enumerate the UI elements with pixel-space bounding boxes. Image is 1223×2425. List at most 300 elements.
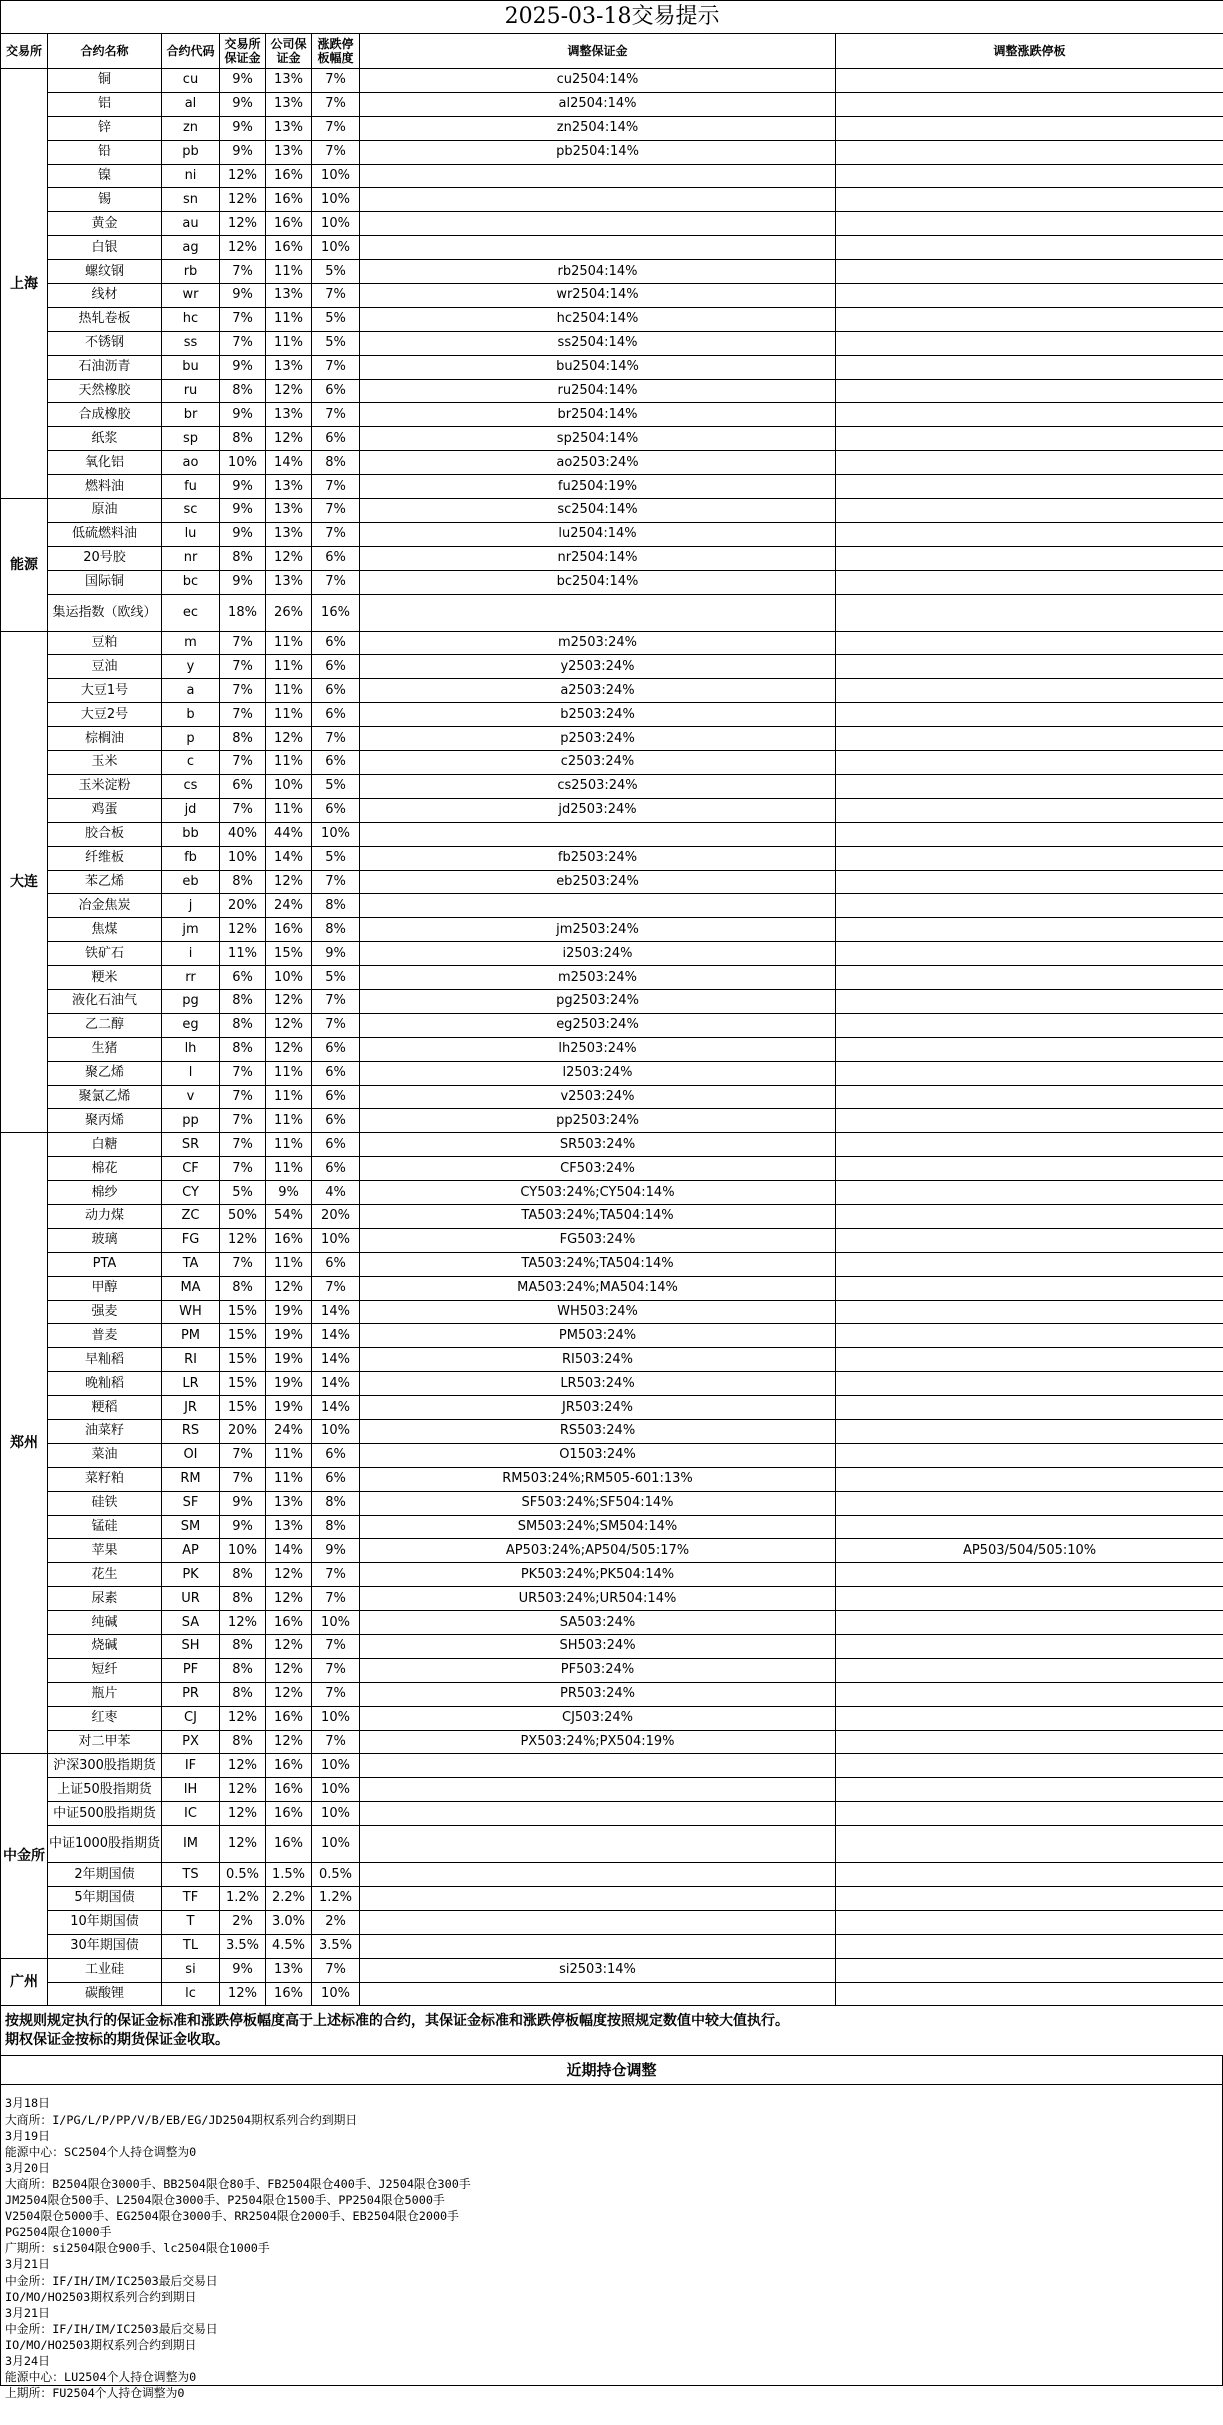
exchange-margin-cell: 7%	[220, 798, 266, 822]
exchange-margin-cell: 15%	[220, 1372, 266, 1396]
contract-code-cell: SH	[162, 1635, 220, 1659]
position-line: 中金所：IF/IH/IM/IC2503最后交易日	[5, 2273, 218, 2288]
contract-name-cell: 玉米	[48, 751, 162, 775]
adjusted-margin-cell: pg2503:24%	[360, 989, 836, 1013]
contract-code-cell: y	[162, 655, 220, 679]
exchange-margin-cell: 7%	[220, 655, 266, 679]
limit-cell: 6%	[312, 655, 360, 679]
company-margin-cell: 13%	[266, 92, 312, 116]
company-margin-cell: 11%	[266, 1085, 312, 1109]
adjusted-limit-cell	[836, 1934, 1223, 1958]
contract-code-cell: al	[162, 92, 220, 116]
company-margin-cell: 16%	[266, 1982, 312, 2006]
exchange-margin-cell: 10%	[220, 451, 266, 475]
contract-name-cell: 纯碱	[48, 1611, 162, 1635]
company-margin-cell: 4.5%	[266, 1934, 312, 1958]
contract-name-cell: 红枣	[48, 1706, 162, 1730]
table-row	[1, 1157, 1223, 1181]
contract-code-cell: FG	[162, 1228, 220, 1252]
exchange-margin-cell: 9%	[220, 1491, 266, 1515]
company-margin-cell: 16%	[266, 1754, 312, 1778]
contract-name-cell: 锌	[48, 116, 162, 140]
adjusted-limit-cell	[836, 1181, 1223, 1205]
exchange-margin-cell: 7%	[220, 751, 266, 775]
exchange-margin-cell: 6%	[220, 966, 266, 990]
exchange-cell: 广州	[1, 1958, 48, 2006]
contract-name-cell: 短纤	[48, 1658, 162, 1682]
adjusted-margin-cell: ao2503:24%	[360, 451, 836, 475]
note-line: 按规则规定执行的保证金标准和涨跌停板幅度高于上述标准的合约，其保证金标准和涨跌停板幅度按照规定数值中较大值执行。	[5, 2013, 789, 2030]
limit-cell: 10%	[312, 1611, 360, 1635]
contract-code-cell: j	[162, 894, 220, 918]
company-margin-cell: 1.5%	[266, 1863, 312, 1887]
adjusted-margin-cell: jd2503:24%	[360, 798, 836, 822]
contract-code-cell: br	[162, 403, 220, 427]
exchange-margin-cell: 8%	[220, 427, 266, 451]
company-margin-cell: 16%	[266, 1826, 312, 1863]
adjusted-limit-cell	[836, 1013, 1223, 1037]
contract-name-cell: 大豆1号	[48, 679, 162, 703]
adjusted-margin-cell	[360, 1887, 836, 1911]
exchange-margin-cell: 15%	[220, 1324, 266, 1348]
limit-cell: 7%	[312, 727, 360, 751]
contract-name-cell: 中证500股指期货	[48, 1802, 162, 1826]
table-row	[1, 1085, 1223, 1109]
contract-name-cell: 胶合板	[48, 822, 162, 846]
contract-name-cell: 聚乙烯	[48, 1061, 162, 1085]
exchange-margin-cell: 7%	[220, 1085, 266, 1109]
limit-cell: 14%	[312, 1300, 360, 1324]
table-row	[1, 1587, 1223, 1611]
table-row	[1, 1204, 1223, 1228]
contract-name-cell: 天然橡胶	[48, 379, 162, 403]
adjusted-margin-cell: c2503:24%	[360, 751, 836, 775]
adjusted-margin-cell: lu2504:14%	[360, 522, 836, 546]
adjusted-limit-cell	[836, 546, 1223, 570]
adjusted-limit-cell	[836, 1982, 1223, 2006]
exchange-margin-cell: 8%	[220, 1682, 266, 1706]
adjusted-margin-cell	[360, 1826, 836, 1863]
limit-cell: 6%	[312, 427, 360, 451]
adjusted-limit-cell	[836, 846, 1223, 870]
exchange-margin-cell: 9%	[220, 499, 266, 523]
limit-cell: 10%	[312, 1778, 360, 1802]
limit-cell: 6%	[312, 798, 360, 822]
table-row	[1, 1730, 1223, 1754]
company-margin-cell: 19%	[266, 1348, 312, 1372]
limit-cell: 14%	[312, 1324, 360, 1348]
table-row	[1, 475, 1223, 499]
contract-code-cell: UR	[162, 1587, 220, 1611]
company-margin-cell: 14%	[266, 451, 312, 475]
exchange-margin-cell: 9%	[220, 570, 266, 594]
header-contract-code: 合约代码	[162, 34, 220, 69]
adjusted-limit-cell	[836, 1682, 1223, 1706]
adjusted-margin-cell	[360, 1754, 836, 1778]
contract-name-cell: 集运指数（欧线）	[48, 594, 162, 631]
limit-cell: 7%	[312, 1958, 360, 1982]
contract-code-cell: RI	[162, 1348, 220, 1372]
contract-code-cell: RM	[162, 1467, 220, 1491]
limit-cell: 10%	[312, 1826, 360, 1863]
table-row	[1, 499, 1223, 523]
exchange-margin-cell: 12%	[220, 236, 266, 260]
limit-cell: 7%	[312, 1563, 360, 1587]
company-margin-cell: 9%	[266, 1181, 312, 1205]
table-row	[1, 427, 1223, 451]
exchange-margin-cell: 9%	[220, 475, 266, 499]
adjusted-margin-cell: si2503:14%	[360, 1958, 836, 1982]
exchange-margin-cell: 12%	[220, 1982, 266, 2006]
contract-name-cell: 10年期国债	[48, 1910, 162, 1934]
table-row	[1, 1109, 1223, 1133]
adjusted-margin-cell: PX503:24%;PX504:19%	[360, 1730, 836, 1754]
table-row	[1, 703, 1223, 727]
adjusted-margin-cell: RS503:24%	[360, 1419, 836, 1443]
contract-name-cell: 碳酸锂	[48, 1982, 162, 2006]
contract-name-cell: 白糖	[48, 1133, 162, 1157]
position-line: 3月21日	[5, 2257, 50, 2272]
exchange-margin-cell: 7%	[220, 1467, 266, 1491]
header-adjusted-margin: 调整保证金	[360, 34, 836, 69]
position-line: 能源中心：SC2504个人持仓调整为0	[5, 2144, 197, 2159]
adjusted-margin-cell: br2504:14%	[360, 403, 836, 427]
adjusted-margin-cell: wr2504:14%	[360, 284, 836, 308]
adjusted-margin-cell: RM503:24%;RM505-601:13%	[360, 1467, 836, 1491]
contract-name-cell: 瓶片	[48, 1682, 162, 1706]
table-row	[1, 942, 1223, 966]
adjusted-limit-cell	[836, 1372, 1223, 1396]
adjusted-limit-cell	[836, 284, 1223, 308]
adjusted-margin-cell: UR503:24%;UR504:14%	[360, 1587, 836, 1611]
limit-cell: 8%	[312, 1491, 360, 1515]
limit-cell: 7%	[312, 989, 360, 1013]
position-line: 3月18日	[5, 2096, 50, 2111]
adjusted-margin-cell: fb2503:24%	[360, 846, 836, 870]
table-row	[1, 1491, 1223, 1515]
company-margin-cell: 11%	[266, 798, 312, 822]
adjusted-margin-cell: rb2504:14%	[360, 260, 836, 284]
exchange-cell: 上海	[1, 69, 48, 499]
adjusted-margin-cell: v2503:24%	[360, 1085, 836, 1109]
table-row	[1, 1061, 1223, 1085]
exchange-margin-cell: 18%	[220, 594, 266, 631]
limit-cell: 6%	[312, 1109, 360, 1133]
exchange-margin-cell: 12%	[220, 918, 266, 942]
contract-code-cell: ZC	[162, 1204, 220, 1228]
exchange-margin-cell: 40%	[220, 822, 266, 846]
limit-cell: 14%	[312, 1396, 360, 1420]
contract-code-cell: fb	[162, 846, 220, 870]
adjusted-limit-cell	[836, 1515, 1223, 1539]
limit-cell: 6%	[312, 1061, 360, 1085]
contract-name-cell: 硅铁	[48, 1491, 162, 1515]
contract-code-cell: PR	[162, 1682, 220, 1706]
contract-code-cell: eg	[162, 1013, 220, 1037]
limit-cell: 7%	[312, 1682, 360, 1706]
company-margin-cell: 11%	[266, 1061, 312, 1085]
limit-cell: 6%	[312, 703, 360, 727]
adjusted-margin-cell: WH503:24%	[360, 1300, 836, 1324]
adjusted-limit-cell	[836, 570, 1223, 594]
company-margin-cell: 19%	[266, 1300, 312, 1324]
adjusted-margin-cell: SH503:24%	[360, 1635, 836, 1659]
limit-cell: 10%	[312, 1982, 360, 2006]
company-margin-cell: 13%	[266, 570, 312, 594]
exchange-margin-cell: 8%	[220, 546, 266, 570]
company-margin-cell: 12%	[266, 1730, 312, 1754]
table-row	[1, 188, 1223, 212]
company-margin-cell: 16%	[266, 188, 312, 212]
exchange-margin-cell: 7%	[220, 307, 266, 331]
position-line: 3月24日	[5, 2353, 50, 2368]
company-margin-cell: 13%	[266, 69, 312, 93]
contract-code-cell: SR	[162, 1133, 220, 1157]
exchange-margin-cell: 12%	[220, 1611, 266, 1635]
limit-cell: 5%	[312, 966, 360, 990]
table-row	[1, 1467, 1223, 1491]
contract-code-cell: LR	[162, 1372, 220, 1396]
adjusted-margin-cell: FG503:24%	[360, 1228, 836, 1252]
position-line: IO/MO/HO2503期权系列合约到期日	[5, 2289, 197, 2304]
limit-cell: 6%	[312, 1037, 360, 1061]
limit-cell: 9%	[312, 1539, 360, 1563]
contract-code-cell: fu	[162, 475, 220, 499]
limit-cell: 7%	[312, 870, 360, 894]
exchange-cell: 郑州	[1, 1133, 48, 1754]
contract-name-cell: 早籼稻	[48, 1348, 162, 1372]
contract-code-cell: PX	[162, 1730, 220, 1754]
contract-code-cell: pg	[162, 989, 220, 1013]
company-margin-cell: 16%	[266, 1778, 312, 1802]
exchange-margin-cell: 12%	[220, 212, 266, 236]
exchange-margin-cell: 8%	[220, 989, 266, 1013]
adjusted-limit-cell	[836, 1611, 1223, 1635]
contract-name-cell: 工业硅	[48, 1958, 162, 1982]
adjusted-margin-cell: sc2504:14%	[360, 499, 836, 523]
position-line: 能源中心：LU2504个人持仓调整为0	[5, 2370, 197, 2385]
limit-cell: 7%	[312, 1276, 360, 1300]
adjusted-margin-cell: TA503:24%;TA504:14%	[360, 1252, 836, 1276]
table-row	[1, 989, 1223, 1013]
company-margin-cell: 11%	[266, 307, 312, 331]
company-margin-cell: 12%	[266, 1635, 312, 1659]
adjusted-margin-cell: PR503:24%	[360, 1682, 836, 1706]
limit-cell: 1.2%	[312, 1887, 360, 1911]
position-line: 3月21日	[5, 2305, 50, 2320]
limit-cell: 5%	[312, 331, 360, 355]
table-row	[1, 1910, 1223, 1934]
company-margin-cell: 44%	[266, 822, 312, 846]
position-line: JM2504限仓500手、L2504限仓3000手、P2504限仓1500手、PP2504限仓5000手	[5, 2193, 445, 2208]
company-margin-cell: 11%	[266, 260, 312, 284]
adjusted-limit-cell	[836, 1324, 1223, 1348]
company-margin-cell: 13%	[266, 499, 312, 523]
header-exchange-margin: 交易所保证金	[220, 34, 266, 69]
table-row	[1, 140, 1223, 164]
adjusted-limit-cell	[836, 212, 1223, 236]
exchange-margin-cell: 1.2%	[220, 1887, 266, 1911]
exchange-margin-cell: 7%	[220, 703, 266, 727]
contract-code-cell: CY	[162, 1181, 220, 1205]
table-row	[1, 236, 1223, 260]
contract-name-cell: 铝	[48, 92, 162, 116]
company-margin-cell: 11%	[266, 1252, 312, 1276]
company-margin-cell: 12%	[266, 546, 312, 570]
limit-cell: 6%	[312, 1085, 360, 1109]
company-margin-cell: 13%	[266, 475, 312, 499]
contract-code-cell: OI	[162, 1443, 220, 1467]
limit-cell: 3.5%	[312, 1934, 360, 1958]
contract-name-cell: 镍	[48, 164, 162, 188]
limit-cell: 10%	[312, 1754, 360, 1778]
contract-name-cell: 聚丙烯	[48, 1109, 162, 1133]
company-margin-cell: 16%	[266, 1706, 312, 1730]
table-row	[1, 1396, 1223, 1420]
contract-code-cell: SA	[162, 1611, 220, 1635]
adjusted-limit-cell	[836, 379, 1223, 403]
contract-name-cell: 烧碱	[48, 1635, 162, 1659]
exchange-margin-cell: 8%	[220, 727, 266, 751]
company-margin-cell: 2.2%	[266, 1887, 312, 1911]
table-row	[1, 379, 1223, 403]
exchange-margin-cell: 8%	[220, 1730, 266, 1754]
adjusted-limit-cell	[836, 1706, 1223, 1730]
contract-name-cell: 大豆2号	[48, 703, 162, 727]
limit-cell: 10%	[312, 212, 360, 236]
exchange-margin-cell: 9%	[220, 140, 266, 164]
contract-name-cell: 纸浆	[48, 427, 162, 451]
header-company-margin: 公司保证金	[266, 34, 312, 69]
header-adjusted-limit: 调整涨跌停板	[836, 34, 1223, 69]
position-line: IO/MO/HO2503期权系列合约到期日	[5, 2337, 197, 2352]
limit-cell: 6%	[312, 1443, 360, 1467]
exchange-margin-cell: 6%	[220, 774, 266, 798]
contract-name-cell: 焦煤	[48, 918, 162, 942]
contract-name-cell: 锡	[48, 188, 162, 212]
adjusted-limit-cell	[836, 918, 1223, 942]
contract-code-cell: lu	[162, 522, 220, 546]
company-margin-cell: 11%	[266, 1443, 312, 1467]
contract-code-cell: MA	[162, 1276, 220, 1300]
contract-name-cell: 豆粕	[48, 631, 162, 655]
exchange-cell: 大连	[1, 631, 48, 1133]
exchange-cell: 能源	[1, 499, 48, 632]
adjusted-margin-cell	[360, 212, 836, 236]
contract-code-cell: l	[162, 1061, 220, 1085]
company-margin-cell: 12%	[266, 870, 312, 894]
limit-cell: 5%	[312, 846, 360, 870]
table-row	[1, 727, 1223, 751]
table-row	[1, 1181, 1223, 1205]
adjusted-limit-cell	[836, 774, 1223, 798]
adjusted-margin-cell: eb2503:24%	[360, 870, 836, 894]
contract-code-cell: pp	[162, 1109, 220, 1133]
adjusted-limit-cell	[836, 1863, 1223, 1887]
adjusted-margin-cell	[360, 1934, 836, 1958]
table-row	[1, 846, 1223, 870]
adjusted-limit-cell	[836, 355, 1223, 379]
adjusted-limit-cell	[836, 522, 1223, 546]
exchange-margin-cell: 10%	[220, 846, 266, 870]
contract-code-cell: sn	[162, 188, 220, 212]
company-margin-cell: 16%	[266, 1228, 312, 1252]
company-margin-cell: 11%	[266, 1157, 312, 1181]
contract-name-cell: 黄金	[48, 212, 162, 236]
exchange-margin-cell: 12%	[220, 164, 266, 188]
table-row	[1, 1802, 1223, 1826]
table-row	[1, 1013, 1223, 1037]
company-margin-cell: 12%	[266, 427, 312, 451]
company-margin-cell: 19%	[266, 1396, 312, 1420]
adjusted-margin-cell: eg2503:24%	[360, 1013, 836, 1037]
company-margin-cell: 13%	[266, 116, 312, 140]
limit-cell: 6%	[312, 1467, 360, 1491]
adjusted-margin-cell	[360, 1982, 836, 2006]
table-row	[1, 1658, 1223, 1682]
position-line: 3月20日	[5, 2160, 50, 2175]
contract-name-cell: 不锈钢	[48, 331, 162, 355]
adjusted-limit-cell	[836, 1910, 1223, 1934]
company-margin-cell: 14%	[266, 1539, 312, 1563]
company-margin-cell: 19%	[266, 1324, 312, 1348]
company-margin-cell: 11%	[266, 679, 312, 703]
table-row	[1, 1419, 1223, 1443]
contract-code-cell: ec	[162, 594, 220, 631]
contract-code-cell: ru	[162, 379, 220, 403]
contract-name-cell: 花生	[48, 1563, 162, 1587]
contract-name-cell: 白银	[48, 236, 162, 260]
contract-code-cell: m	[162, 631, 220, 655]
adjusted-limit-cell	[836, 1802, 1223, 1826]
contract-name-cell: 强麦	[48, 1300, 162, 1324]
company-margin-cell: 13%	[266, 1958, 312, 1982]
contract-name-cell: 甲醇	[48, 1276, 162, 1300]
table-row	[1, 260, 1223, 284]
company-margin-cell: 10%	[266, 966, 312, 990]
limit-cell: 7%	[312, 475, 360, 499]
adjusted-margin-cell: fu2504:19%	[360, 475, 836, 499]
limit-cell: 6%	[312, 751, 360, 775]
adjusted-limit-cell	[836, 403, 1223, 427]
exchange-margin-cell: 15%	[220, 1300, 266, 1324]
adjusted-limit-cell	[836, 727, 1223, 751]
contract-name-cell: 粳米	[48, 966, 162, 990]
adjusted-margin-cell	[360, 236, 836, 260]
exchange-margin-cell: 8%	[220, 1276, 266, 1300]
table-row	[1, 1934, 1223, 1958]
exchange-margin-cell: 20%	[220, 1419, 266, 1443]
adjusted-margin-cell: cu2504:14%	[360, 69, 836, 93]
company-margin-cell: 24%	[266, 894, 312, 918]
adjusted-margin-cell	[360, 1802, 836, 1826]
adjusted-margin-cell: i2503:24%	[360, 942, 836, 966]
company-margin-cell: 16%	[266, 236, 312, 260]
adjusted-margin-cell: bc2504:14%	[360, 570, 836, 594]
contract-name-cell: 国际铜	[48, 570, 162, 594]
adjusted-limit-cell	[836, 1958, 1223, 1982]
contract-name-cell: 锰硅	[48, 1515, 162, 1539]
position-line: 大商所：B2504限仓3000手、BB2504限仓80手、FB2504限仓400手、J2504限仓300手	[5, 2176, 471, 2191]
adjusted-limit-cell	[836, 69, 1223, 93]
limit-cell: 16%	[312, 594, 360, 631]
limit-cell: 7%	[312, 1730, 360, 1754]
company-margin-cell: 12%	[266, 379, 312, 403]
company-margin-cell: 12%	[266, 1563, 312, 1587]
contract-name-cell: 普麦	[48, 1324, 162, 1348]
adjusted-limit-cell	[836, 751, 1223, 775]
rules-note	[0, 2006, 1223, 2056]
